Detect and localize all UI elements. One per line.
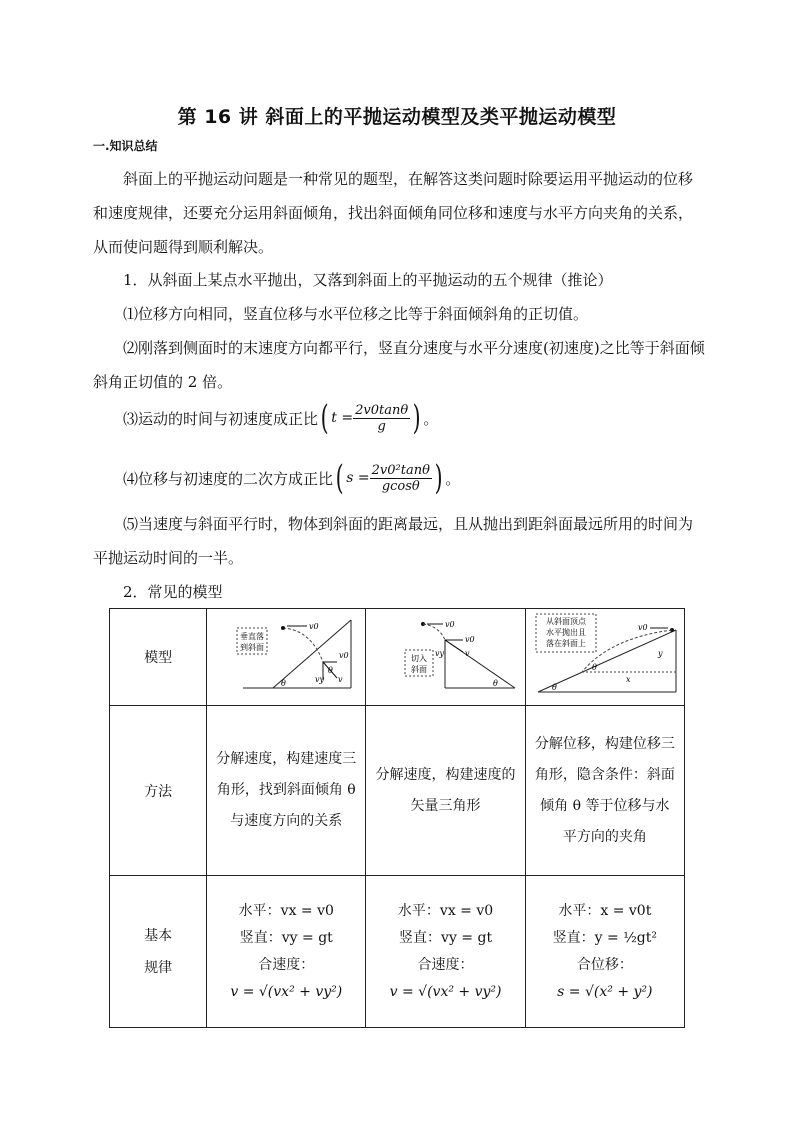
diagram3-label-line1: 从斜面顶点 — [545, 617, 586, 626]
law-2-resultant-formula: v = √(vx² + vy²) — [389, 983, 502, 1000]
diagram-cell-1 — [207, 609, 366, 706]
diagram-cell-2 — [366, 609, 525, 706]
diagram3-label-line3: 落在斜面上 — [545, 639, 586, 648]
svg-text:vy: vy — [434, 649, 444, 658]
law-3-vertical: 竖直：y = ½gt² — [552, 929, 657, 946]
svg-text:x: x — [625, 675, 631, 684]
rule-4-fraction — [370, 463, 432, 494]
diagram1-label-line2: 到斜面 — [240, 643, 265, 652]
law-1-resultant-label: 合速度： — [258, 956, 315, 973]
intro-paragraph: 斜面上的平抛运动问题是一种常见的题型，在解答这类问题时除要运用平抛运动的位移和速度规律，还要充分运用斜面倾角，找出斜面倾角同位移和速度与水平方向夹角的关系，从而使问题得到顺利解决。 — [93, 170, 694, 256]
law-1 — [207, 876, 366, 1028]
law-1-resultant-formula: v = √(vx² + vy²) — [230, 983, 343, 1000]
svg-text:θ: θ — [328, 666, 334, 675]
row-label-law-line1: 基本 — [144, 927, 173, 944]
law-1-horizontal: 水平：vx = v0 — [238, 902, 334, 919]
diagram2-label-line2: 斜面 — [410, 665, 427, 674]
law-3-horizontal: 水平：x = v0t — [558, 902, 652, 919]
svg-text:θ: θ — [591, 663, 597, 672]
svg-text:v0: v0 — [309, 622, 319, 631]
rule-3-fraction — [353, 403, 410, 434]
svg-text:v0: v0 — [637, 623, 648, 632]
method-1: 分解速度，构建速度三角形，找到斜面倾角 θ 与速度方向的关系 — [216, 751, 357, 829]
diagram-vertical-landing — [211, 610, 361, 700]
method-3: 分解位移，构建位移三角形，隐含条件：斜面倾角 θ 等于位移与水平方向的夹角 — [534, 735, 675, 845]
rule-5: ⑸当速度与斜面平行时，物体到斜面的距离最远，且从抛出到距斜面最远所用的时间为平抛运动时间的一半。 — [93, 515, 694, 567]
law-3-resultant-formula: s = √(x² + y²) — [557, 983, 653, 1000]
diagram-tangent-entry — [371, 610, 521, 700]
svg-text:v0: v0 — [464, 635, 475, 644]
svg-text:v0: v0 — [339, 651, 349, 660]
rule-3-lhs: t = — [331, 410, 354, 426]
law-2-resultant-label: 合速度： — [417, 956, 474, 973]
row-label-method: 方法 — [110, 706, 207, 876]
svg-text:θ: θ — [551, 683, 557, 692]
table-row-method — [110, 706, 685, 876]
rule-2: ⑵刚落到侧面时的末速度方向都平行，竖直分速度与水平分速度(初速度)之比等于斜面倾斜角正切值的 2 倍。 — [93, 339, 705, 391]
rule-4-numerator: 2v0²tanθ — [371, 462, 430, 478]
row-label-model: 模型 — [110, 609, 207, 706]
method-2: 分解速度，构建速度的矢量三角形 — [375, 766, 516, 814]
diagram3-label-line2: 水平抛出且 — [545, 628, 586, 637]
law-2 — [366, 876, 525, 1028]
rule-4-text: ⑷位移与初速度的二次方成正比 — [123, 469, 334, 488]
rule-3-numerator: 2v0tanθ — [355, 402, 409, 418]
rule-3-denominator: g — [377, 418, 386, 434]
section-heading: 一.知识总结 — [93, 139, 158, 153]
svg-text:vy: vy — [315, 675, 325, 684]
rule-1: ⑴位移方向相同，竖直位移与水平位移之比等于斜面倾斜角的正切值。 — [123, 305, 589, 323]
diagram-slope-top-launch — [530, 610, 680, 700]
law-3 — [525, 876, 684, 1028]
svg-text:θ: θ — [492, 679, 498, 688]
svg-text:v: v — [338, 675, 343, 684]
rule-4-end: 。 — [445, 469, 461, 488]
models-heading: 2．常见的模型 — [123, 583, 223, 601]
rule-4-lhs: s = — [346, 470, 370, 486]
law-2-vertical: 竖直：vy = gt — [399, 929, 493, 946]
table-row-model — [110, 609, 685, 706]
table-row-law — [110, 876, 685, 1028]
diagram1-label-line1: 垂直落 — [240, 632, 265, 641]
svg-text:v0: v0 — [444, 620, 455, 629]
page-title: 第 16 讲 斜面上的平抛运动模型及类平抛运动模型 — [177, 106, 617, 128]
diagram2-label-line1: 切入 — [410, 654, 427, 663]
diagram-cell-3 — [525, 609, 684, 706]
law-2-horizontal: 水平：vx = v0 — [397, 902, 494, 919]
rule-3-end: 。 — [423, 409, 439, 428]
row-label-law-line2: 规律 — [144, 959, 173, 976]
models-table — [109, 608, 685, 1028]
svg-text:θ: θ — [281, 679, 287, 688]
svg-text:y: y — [657, 649, 663, 658]
law-3-resultant-label: 合位移： — [576, 956, 633, 973]
rule-4: ⑷位移与初速度的二次方成正比 ( s = $\frac{\text{2v0²tanθ}}{gcos\theta}$ ) 。 — [123, 458, 461, 498]
svg-text:v: v — [464, 649, 470, 658]
rule-3: ⑶运动的时间与初速度成正比 ( t = $\frac{2v0\tan\theta}{g}$ ) 。 — [123, 398, 439, 438]
row-label-law — [110, 876, 207, 1028]
rule-3-text: ⑶运动的时间与初速度成正比 — [123, 409, 319, 428]
law-1-vertical: 竖直：vy = gt — [239, 929, 333, 946]
rule-heading: 1．从斜面上某点水平抛出，又落到斜面上的平抛运动的五个规律（推论） — [123, 271, 613, 289]
rule-4-denominator: gcosθ — [381, 478, 420, 494]
